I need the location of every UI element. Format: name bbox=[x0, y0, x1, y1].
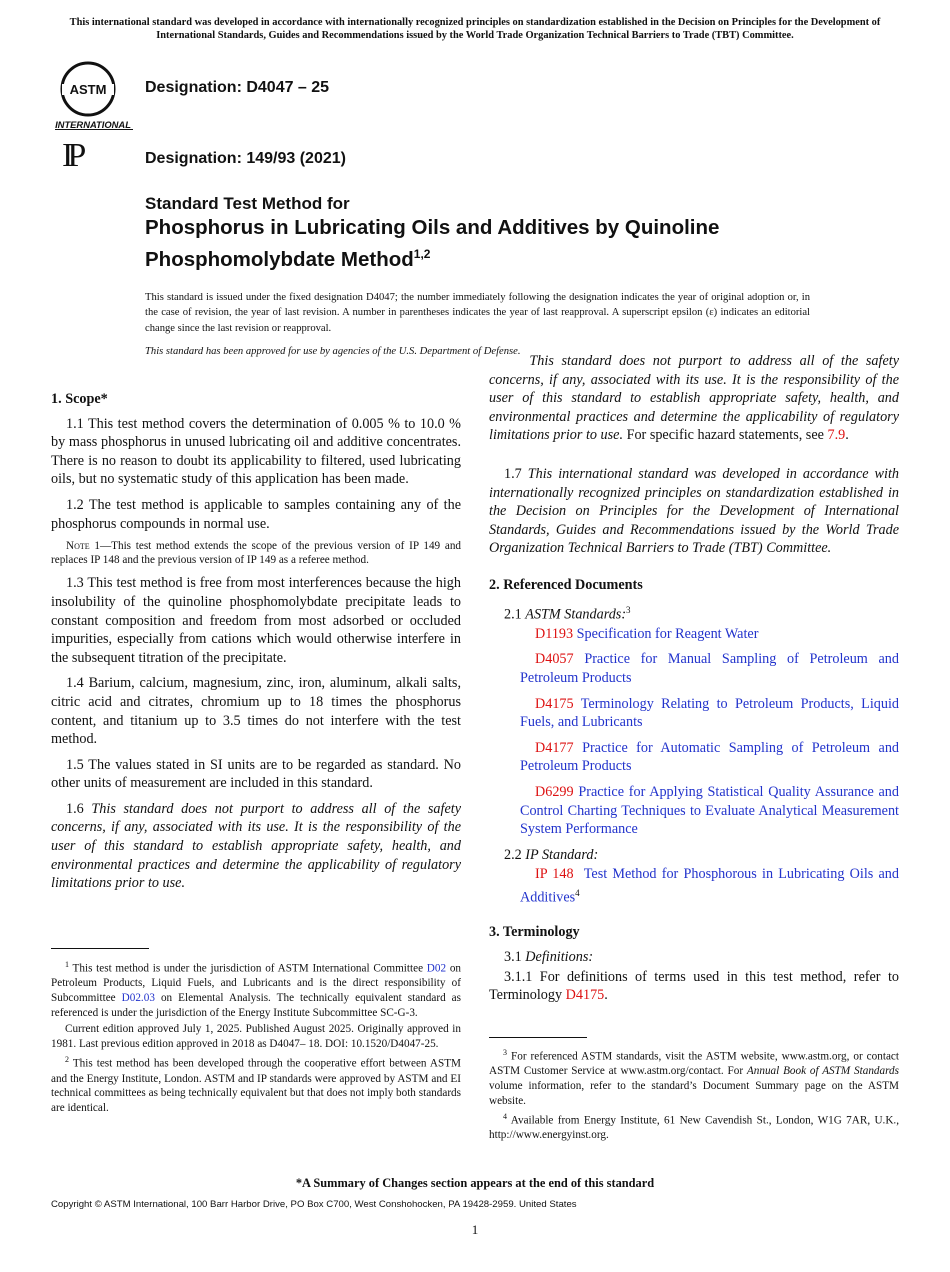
astm-label-sup: 3 bbox=[626, 604, 631, 615]
para-1-6-tail: For specific hazard statements, see bbox=[626, 427, 824, 444]
ip-148-title[interactable]: Test Method for Phosphorous in Lubricating Oils and Additives bbox=[520, 866, 899, 906]
astm-standards-label bbox=[489, 601, 899, 624]
reference-item[interactable] bbox=[489, 625, 899, 644]
reference-code[interactable]: D4177 bbox=[535, 739, 574, 756]
ip-label-title: IP Standard: bbox=[525, 846, 599, 863]
reference-item[interactable] bbox=[489, 739, 899, 776]
astm-reference-list bbox=[489, 625, 899, 839]
fn1-text-c: on Elemental Analysis. The technically equivalent standard as referenced is under the jurisdiction of the Energy Institute Subcommittee SC-G-3. bbox=[51, 991, 461, 1019]
title-block bbox=[145, 193, 825, 273]
astm-label-title: ASTM Standards: bbox=[525, 606, 627, 623]
scope-heading: 1. Scope* bbox=[51, 391, 108, 407]
fn1-text-a: This test method is under the jurisdiction of ASTM International Committee bbox=[72, 962, 424, 975]
title-main-text: Phosphorus in Lubricating Oils and Additives by Quinoline Phosphomolybdate Method bbox=[145, 216, 720, 271]
reference-code[interactable]: D1193 bbox=[535, 625, 574, 642]
summary-note: *A Summary of Changes section appears at the end of this standard bbox=[295, 1176, 655, 1190]
reference-title[interactable]: Specification for Reagent Water bbox=[576, 625, 759, 642]
title-pre: Standard Test Method for bbox=[145, 194, 350, 213]
fn3-text-b: volume information, refer to the standard’s Document Summary page on the ASTM website. bbox=[489, 1079, 899, 1107]
right-column bbox=[489, 353, 900, 1012]
ip-reference[interactable] bbox=[489, 865, 899, 907]
para-1-6-text: This standard does not purport to address all of the safety concerns, if any, associated with its use. It is the responsibility of the user of this standard to establish appropriate safety, health, and environmental practices and determine the applicability of regulatory limitations prior to use. bbox=[51, 800, 461, 892]
note-1 bbox=[51, 540, 461, 567]
footnote-1: $^1$ This test method is under the jurisdiction of ASTM International Committee D02 on Petroleum Products, Liquid Fuels, and Lubricants and is the direct responsibility of Subcommittee D02.03 on Elemental Analysis. The technically equivalent standard as referenced is under the jurisdiction of the Energy Institute Subcommittee SC-G-3. bbox=[51, 960, 461, 1019]
ip-label-num: 2.2 bbox=[504, 846, 522, 863]
reference-title[interactable]: Practice for Automatic Sampling of Petroleum and Petroleum Products bbox=[520, 739, 900, 775]
fn3-italic: Annual Book of ASTM Standards bbox=[746, 1065, 899, 1078]
astm-logo-text: ASTM bbox=[69, 82, 107, 97]
reference-item[interactable] bbox=[489, 695, 899, 732]
footnote-rule-left bbox=[51, 948, 149, 949]
terminology-heading: 3. Terminology bbox=[489, 924, 580, 941]
reference-code[interactable]: D4057 bbox=[535, 651, 574, 668]
para-1-6-cont-text: This standard does not purport to address all of the safety concerns, if any, associated with its use. It is the responsibility of the user of this standard to establish appropriate safety, health, and environmental practices and determine the applicability of regulatory limitations prior to use. For specific hazard statements, see 7.9. bbox=[489, 353, 899, 444]
para-1-5: 1.5 The values stated in SI units are to be regarded as standard. No other units of measurement are included in this standard. bbox=[51, 756, 461, 792]
para-1-6-num: 1.6 bbox=[66, 800, 84, 817]
defs-label-title: Definitions: bbox=[525, 948, 594, 965]
section-7-9-link[interactable]: 7.9 bbox=[827, 427, 846, 444]
d02-03-link[interactable]: D02.03 bbox=[121, 991, 155, 1004]
left-column bbox=[51, 390, 462, 892]
ip-148-sup: 4 bbox=[575, 888, 580, 899]
copyright: Copyright © ASTM International, 100 Barr Harbor Drive, PO Box C700, West Conshohocken, PA 19428-2959. United States bbox=[51, 1199, 577, 1210]
page-number: 1 bbox=[471, 1222, 479, 1237]
d02-link[interactable]: D02 bbox=[426, 962, 447, 975]
ip-148-code[interactable]: IP 148 bbox=[535, 866, 574, 883]
reference-title[interactable]: Practice for Applying Statistical Quality Assurance and Control Charting Techniques to Evaluate Analytical Measurement System Performance bbox=[520, 784, 899, 838]
reference-item[interactable] bbox=[489, 650, 899, 687]
para-3-1-1-text: 3.1.1 For definitions of terms used in this test method, refer to Terminology bbox=[489, 968, 899, 1004]
dod-text: This standard has been approved for use by agencies of the U.S. Department of Defense. bbox=[145, 346, 521, 358]
top-notice: This international standard was developed in accordance with internationally recognized principles on standardization established in the Decision on Principles for the Development of International Standards, Guides and Recommendations issued by the World Trade Organization Technical Barriers to Trade (TBT) Committee. bbox=[69, 17, 881, 41]
footnote-4: $^4$ Available from Energy Institute, 61 New Cavendish St., London, W1G 7AR, U.K., http://www.energyinst.org. bbox=[489, 1112, 900, 1142]
reference-title[interactable]: Practice for Manual Sampling of Petroleum and Petroleum Products bbox=[520, 651, 899, 687]
para-1-7-text: This international standard was developed in accordance with internationally recognized principles on standardization established in the Decision on Principles for the Development of International Standards, Guides and Recommendations issued by the World Trade Organization Technical Barriers to Trade (TBT) Committee. bbox=[489, 466, 899, 557]
reference-code[interactable]: D6299 bbox=[535, 784, 574, 801]
logo-divider bbox=[55, 129, 133, 130]
para-1-7-num: 1.7 bbox=[504, 466, 522, 482]
title-sup: 1,2 bbox=[413, 247, 431, 261]
note-label: Note 1 bbox=[66, 540, 100, 553]
astm-logo bbox=[52, 56, 136, 134]
para-1-7 bbox=[489, 465, 899, 558]
designation-astm: Designation: D4047 – 25 bbox=[145, 79, 330, 96]
edition-note: Current edition approved July 1, 2025. Published August 2025. Originally approved in 1981. Last previous edition approved in 2018 as D4047– 18. DOI: 10.1520/D4047-25. bbox=[51, 1023, 461, 1050]
astm-label-num: 2.1 bbox=[504, 606, 522, 623]
footnote-2: $^2$ This test method has been developed through the cooperative effort between ASTM and the Energy Institute, London. ASTM and IP standards were approved by ASTM and EI technical committees as being technically equivalent but that does not imply both standards are identical. bbox=[51, 1055, 461, 1114]
fn2-text: This test method has been developed through the cooperative effort between ASTM and the Energy Institute, London. ASTM and IP standards were approved by ASTM and EI technical committees as being technically equivalent but that does not imply both standards are identical. bbox=[51, 1058, 461, 1114]
para-1-6-cont-italic: This standard does not purport to address all of the safety concerns, if any, associated with its use. It is the responsibility of the user of this standard to establish appropriate safety, health, and environmental practices and determine the applicability of regulatory limitations prior to use. bbox=[489, 353, 899, 444]
international-logo-text: INTERNATIONAL bbox=[55, 119, 131, 130]
fn4-text: Available from Energy Institute, 61 New Cavendish St., London, W1G 7AR, U.K., http://www.energyinst.org. bbox=[489, 1114, 900, 1142]
para-1-3: 1.3 This test method is free from most interferences because the high insolubility of the quinoline phosphomolybdate precipitate leads to constant composition and freedom from most adsorbed or occluded impurities, especially from cations which would otherwise interfere in the subsequent titration of the precipitate. bbox=[51, 575, 461, 666]
para-1-2: 1.2 The test method is applicable to samples containing any of the phosphorus compounds in normal use. bbox=[51, 496, 461, 532]
fn1-text-b: on Petroleum Products, Liquid Fuels, and Lubricants and is the direct responsibility of Subcommittee bbox=[51, 962, 461, 1004]
title-main bbox=[145, 215, 825, 273]
para-1-6-continued bbox=[489, 353, 899, 464]
fn3-text-a: For referenced ASTM standards, visit the ASTM website, www.astm.org, or contact ASTM Customer Service at www.astm.org/contact. For bbox=[489, 1050, 899, 1078]
referenced-heading: 2. Referenced Documents bbox=[489, 576, 643, 593]
designation-ip: Designation: 149/93 (2021) bbox=[145, 150, 346, 167]
reference-code[interactable]: D4175 bbox=[535, 695, 574, 712]
definitions-label bbox=[489, 948, 899, 967]
para-3-1-1: 3.1.1 For definitions of terms used in this test method, refer to Terminology D4175. bbox=[489, 968, 899, 1004]
para-1-6 bbox=[51, 800, 461, 892]
reference-item[interactable] bbox=[489, 783, 899, 839]
footnote-rule-right bbox=[489, 1037, 587, 1038]
ip-logo: IP bbox=[62, 137, 81, 174]
reference-title[interactable]: Terminology Relating to Petroleum Products, Liquid Fuels, and Lubricants bbox=[520, 695, 899, 731]
footnotes-right bbox=[489, 1046, 899, 1145]
para-1-1: 1.1 This test method covers the determination of 0.005 % to 10.0 % by mass phosphorus in unused lubricating oil and additive concentrates. There is no reason to doubt its applicability to filtered, used lubricating oils, but no systematic study of this application has been made. bbox=[51, 415, 461, 488]
para-1-4: 1.4 Barium, calcium, magnesium, zinc, iron, aluminum, alkali salts, citric acid and citrates, chromium up to 18 times the phosphorus content, and titanium up to 3.5 times do not interfere with the test method. bbox=[51, 675, 461, 748]
issue-text: This standard is issued under the fixed designation D4047; the number immediately following the designation indicates the year of original adoption or, in the case of revision, the year of last revision. A number in parentheses indicates the year of last reapproval. A superscript epsilon (ε) indicates an editorial change since the last revision or reapproval. bbox=[145, 292, 810, 334]
ip-standard-label bbox=[489, 846, 899, 865]
footnote-3: $^3$ For referenced ASTM standards, visit the ASTM website, www.astm.org, or contact ASTM Customer Service at www.astm.org/contact. For Annual Book of ASTM Standards volume information, refer to the standard’s Document Summary page on the ASTM website. bbox=[489, 1048, 899, 1107]
note-text: —This test method extends the scope of the previous version of IP 149 and replaces IP 148 and the previous version of IP 149 as a referee method. bbox=[51, 540, 462, 566]
footnotes-left bbox=[51, 958, 461, 1117]
d4175-link[interactable]: D4175 bbox=[565, 987, 605, 1004]
defs-label-num: 3.1 bbox=[504, 948, 522, 965]
